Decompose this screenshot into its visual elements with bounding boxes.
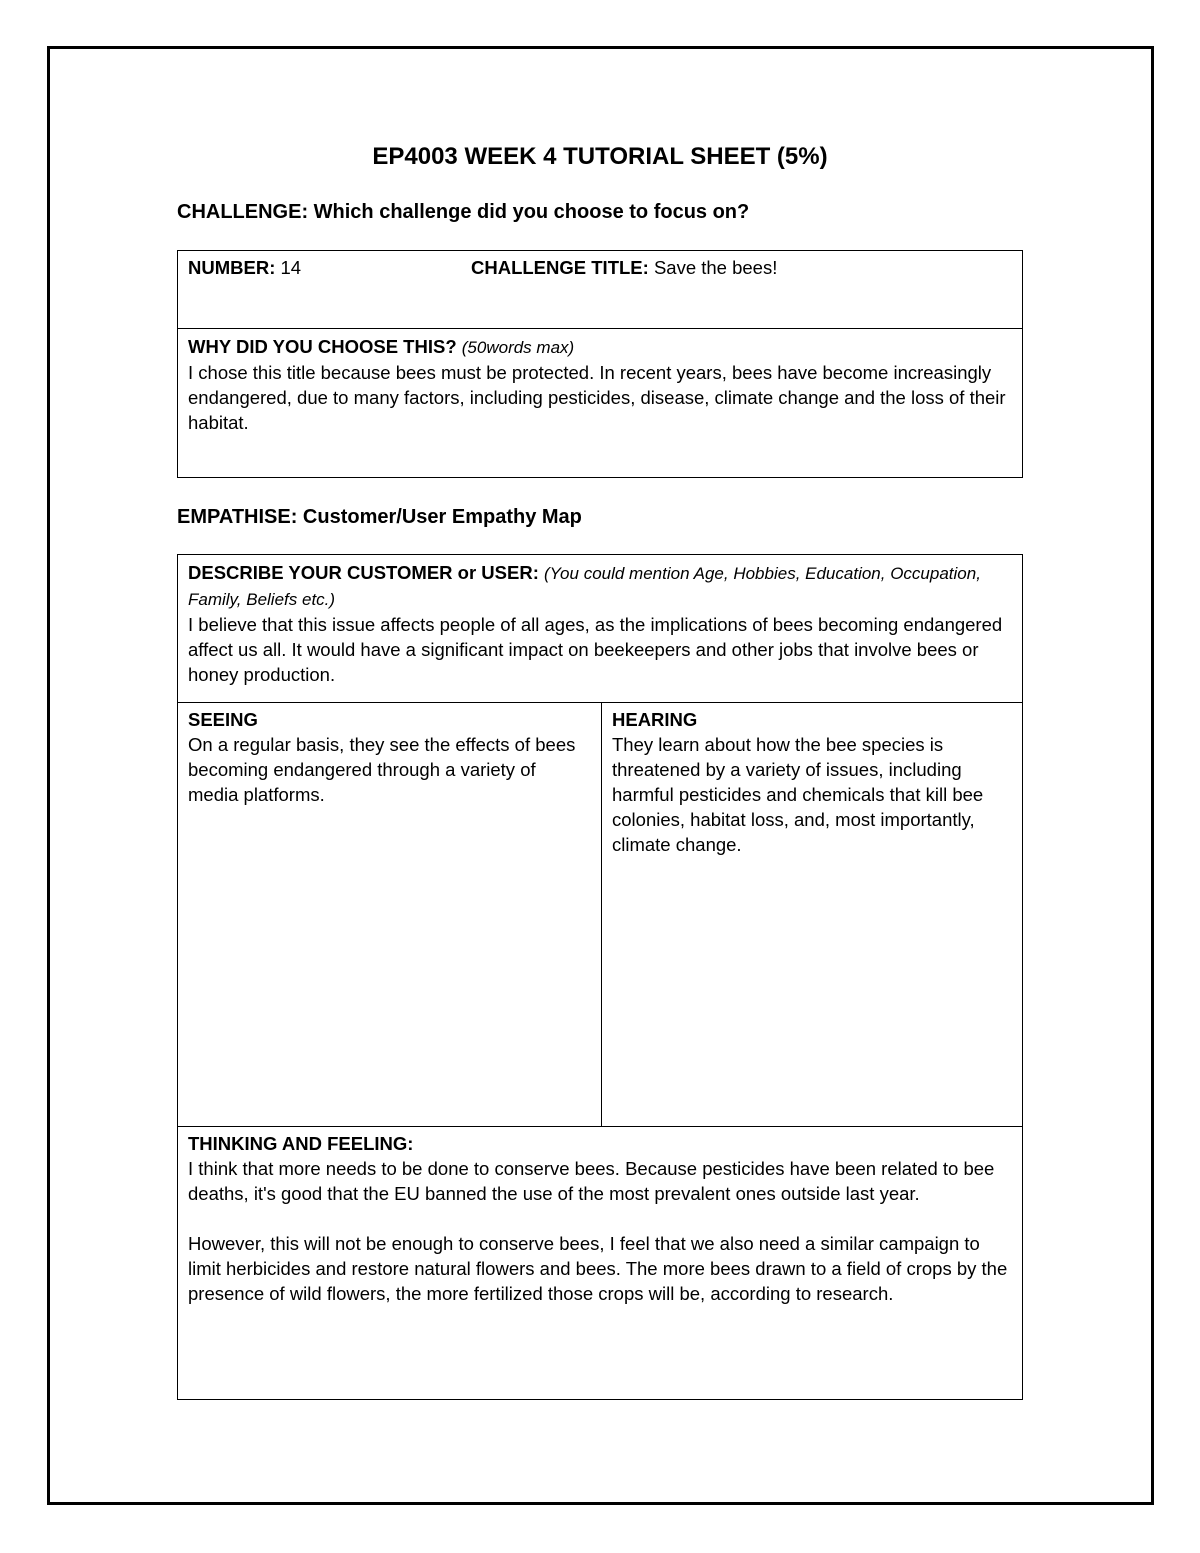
- document-title: EP4003 WEEK 4 TUTORIAL SHEET (5%): [372, 143, 828, 170]
- challenge-divider: [178, 328, 1022, 329]
- hearing-cell: [602, 703, 1022, 861]
- describe-user-cell: [178, 556, 1022, 691]
- thinking-feeling-cell: [178, 1127, 1022, 1310]
- seeing-cell: [178, 703, 598, 811]
- challenge-number-cell: [178, 251, 468, 284]
- challenge-heading: CHALLENGE: Which challenge did you choose to focus on?: [177, 201, 750, 223]
- challenge-title-label: CHALLENGE TITLE:: [471, 257, 649, 278]
- challenge-number-label: NUMBER:: [188, 257, 276, 278]
- thinking-feeling-label: THINKING AND FEELING:: [188, 1133, 414, 1154]
- thinking-feeling-text-2: However, this will not be enough to conserve bees, I feel that we also need a similar campaign to limit herbicides and restore natural flowers and bees. The more bees drawn to a field of crops by the presence of wild flowers, the more fertilized those crops will be, according to research.: [188, 1233, 1008, 1304]
- challenge-number-value: 14: [280, 257, 302, 278]
- hearing-text: They learn about how the bee species is threatened by a variety of issues, including harmful pesticides and chemicals that kill bee colonies, habitat loss, and, most importantly, climate change.: [612, 734, 984, 855]
- thinking-feeling-text-1: I think that more needs to be done to conserve bees. Because pesticides have been related to bee deaths, it's good that the EU banned the use of the most prevalent ones outside last year.: [188, 1158, 995, 1204]
- empathy-map-table: [177, 554, 1023, 1400]
- why-chose-text: I chose this title because bees must be protected. In recent years, bees have become increasingly endangered, due to many factors, including pesticides, disease, climate change and the loss of their habitat.: [188, 362, 1006, 433]
- challenge-title-cell: [461, 251, 1001, 284]
- describe-user-note: (You could mention Age, Hobbies, Education, Occupation, Family, Beliefs etc.): [188, 564, 981, 609]
- why-chose-note: (50words max): [461, 338, 575, 357]
- seeing-label: SEEING: [188, 709, 258, 730]
- challenge-table: [177, 250, 1023, 478]
- hearing-label: HEARING: [612, 709, 698, 730]
- challenge-title-value: Save the bees!: [653, 257, 778, 278]
- seeing-text: On a regular basis, they see the effects of bees becoming endangered through a variety of media platforms.: [188, 734, 576, 805]
- empathise-heading: EMPATHISE: Customer/User Empathy Map: [177, 506, 582, 528]
- why-chose-cell: [178, 330, 1022, 439]
- describe-user-label: DESCRIBE YOUR CUSTOMER or USER:: [188, 562, 539, 583]
- why-chose-label: WHY DID YOU CHOOSE THIS?: [188, 336, 457, 357]
- describe-user-text: I believe that this issue affects people of all ages, as the implications of bees becoming endangered affect us all. It would have a significant impact on beekeepers and other jobs that involve bees or honey production.: [188, 614, 1003, 685]
